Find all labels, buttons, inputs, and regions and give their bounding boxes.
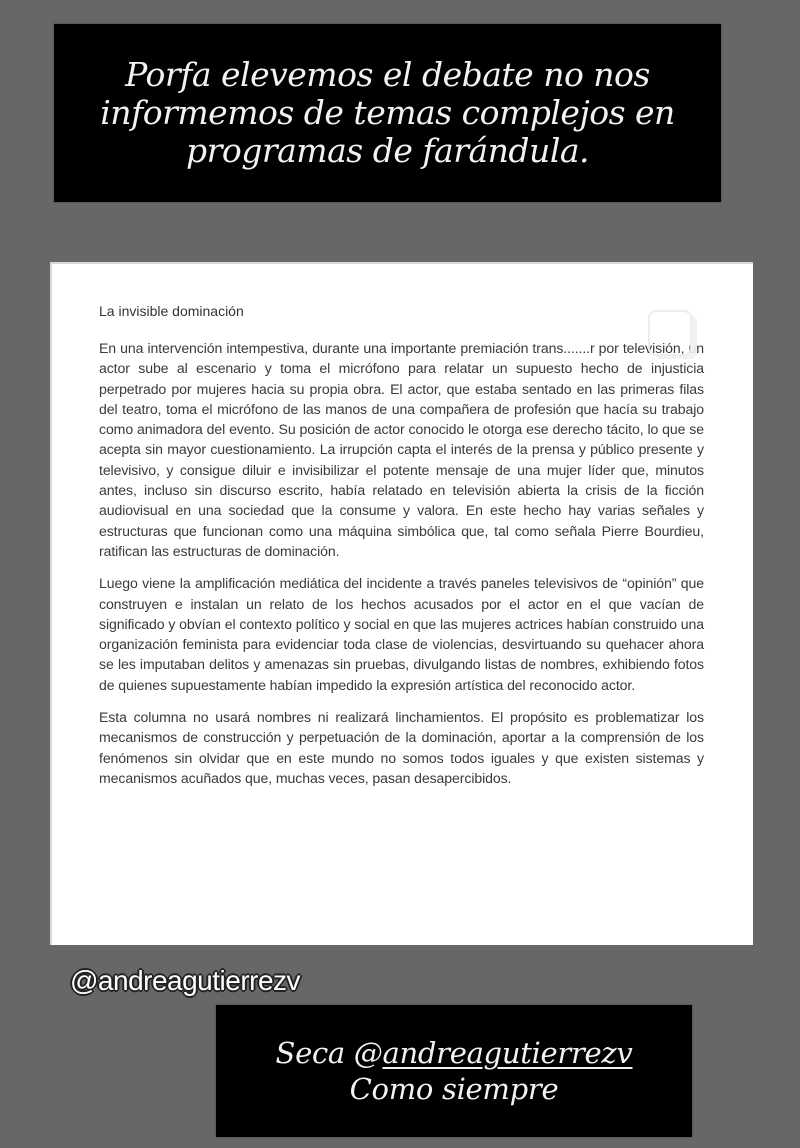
bottom-caption-prefix: Seca @: [275, 1036, 383, 1070]
copy-icon: [648, 310, 692, 356]
document-paragraph-3: Esta columna no usará nombres ni realizará linchamientos. El propósito es problematizar los mecanismos de construcción y perpetuación de la dominación, aportar a la comprensión de los fenómenos sin olvidar que en este mundo no somos todos iguales y que existen sistemas y mecanismos acuñados que, muchas veces, pasan desapercibidos.: [99, 709, 704, 786]
document-title: La invisible dominación: [99, 303, 244, 319]
document-screenshot: [50, 262, 753, 945]
mention-sticker[interactable]: @andreagutierrezv: [70, 965, 301, 996]
bottom-caption-line-2: Como siempre: [349, 1072, 559, 1106]
top-caption-box: [54, 24, 721, 202]
bottom-caption-box: [216, 1005, 692, 1137]
mention-link[interactable]: andreagutierrezv: [382, 1036, 633, 1070]
document-paragraph-1: En una intervención intempestiva, durante una importante premiación trans.......r por televisión, un actor sube al escenario y toma el micrófono para relatar un supuesto hecho de injusticia perpetrado por mujeres hacia su propia obra. El actor, que estaba sentado en las primeras filas del teatro, toma el micrófono de las manos de una compañera de profesión que hacía su trabajo como animadora del evento. Su posición de actor conocido le otorga ese derecho tácito, lo que se acepta sin mayor cuestionamiento. La irrupción capta el interés de la prensa y público presente y televisivo, y consigue diluir e invisibilizar el potente mensaje de una mujer líder que, minutos antes, incluso sin discurso escrito, había relatado en televisión abierta la crisis de la ficción audiovisual en una sociedad que la consume y valora. En este hecho hay varias señales y estructuras que funcionan como una máquina simbólica que, tal como señala Pierre Bourdieu, ratifican las estructuras de dominación.: [99, 340, 704, 559]
document-paragraph-2: Luego viene la amplificación mediática del incidente a través paneles televisivos de “opinión” que construyen e instalan un relato de los hechos acusados por el actor en el que vacían de significado y obvían el contexto político y social en que las mujeres actrices habían construido una organización feminista para evidenciar toda clase de violencias, desvirtuando su quehacer ahora se les imputaban delitos y amenazas sin pruebas, divulgando listas de nombres, exhibiendo fotos de quienes supuestamente habían impedido la expresión artística del reconocido actor.: [99, 575, 704, 693]
top-caption-text: Porfa elevemos el debate no nos informemos de temas complejos en programas de farándula.: [100, 55, 675, 170]
bottom-caption-line-1: [276, 1035, 633, 1071]
